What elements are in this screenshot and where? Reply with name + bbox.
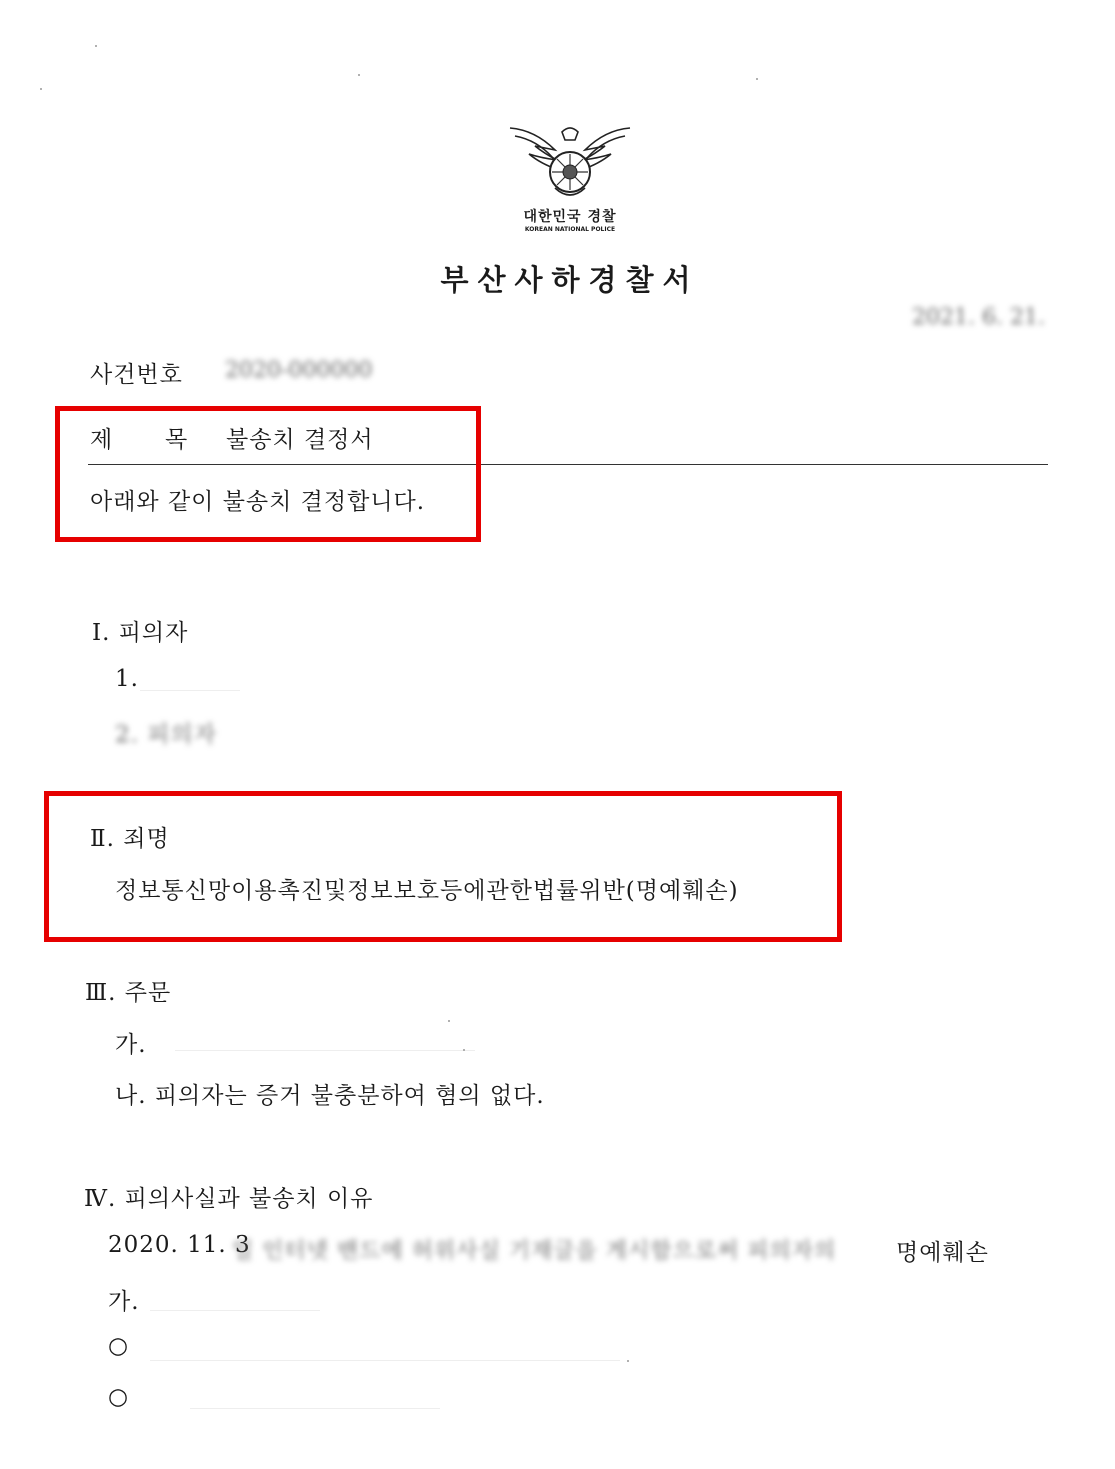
office-title: 부산사하경찰서 bbox=[440, 263, 700, 297]
crime-name: 정보통신망이용촉진및정보보호등에관한법률위반(명예훼손) bbox=[115, 878, 739, 904]
logo-english-text: KOREAN NATIONAL POLICE bbox=[524, 226, 616, 233]
redacted-line bbox=[150, 1360, 620, 1361]
subject-value: 불송치 결정서 bbox=[226, 427, 374, 453]
reason-item-ga: 가. bbox=[108, 1289, 140, 1315]
redacted-line bbox=[175, 1050, 475, 1051]
scan-speck bbox=[95, 45, 97, 47]
fact-tail: 명예훼손 bbox=[896, 1240, 989, 1266]
fact-redacted-text: 일 인터넷 밴드에 허위사실 기재글을 게시함으로써 피의자의 bbox=[232, 1239, 837, 1264]
section-2-heading: Ⅱ. 죄명 bbox=[90, 826, 170, 852]
redacted-line bbox=[150, 1310, 320, 1311]
logo-korean-text: 대한민국 경찰 bbox=[523, 209, 617, 225]
highlight-box-crime bbox=[44, 791, 842, 942]
scan-speck bbox=[448, 1020, 450, 1022]
fact-date: 2020. 11. 3 bbox=[108, 1232, 251, 1258]
highlight-box-subject bbox=[55, 406, 481, 542]
scan-speck bbox=[627, 1360, 629, 1362]
subject-label-first: 제 bbox=[90, 427, 114, 453]
section-4-heading: Ⅳ. 피의사실과 불송치 이유 bbox=[84, 1186, 374, 1212]
suspect-item-1: 1. bbox=[115, 666, 139, 692]
intro-text: 아래와 같이 불송치 결정합니다. bbox=[90, 489, 426, 515]
subject-label-second: 목 bbox=[165, 427, 189, 453]
document-date: 2021. 6. 21. bbox=[912, 305, 1045, 330]
scan-speck bbox=[358, 74, 360, 76]
suspect-item-2: 2. 피의자 bbox=[115, 722, 217, 748]
case-number-label: 사건번호 bbox=[90, 362, 183, 388]
reason-bullet-2: ○ bbox=[108, 1384, 130, 1410]
scan-speck bbox=[40, 88, 42, 90]
eagle-emblem-icon bbox=[505, 120, 635, 206]
police-emblem-logo bbox=[505, 120, 635, 238]
scan-speck bbox=[756, 78, 758, 80]
section-1-heading: Ⅰ. 피의자 bbox=[92, 620, 189, 646]
case-number-value: 2020-000000 bbox=[225, 358, 373, 383]
redacted-line bbox=[190, 1408, 440, 1409]
redacted-line bbox=[140, 690, 240, 691]
order-item-na: 나. 피의자는 증거 불충분하여 혐의 없다. bbox=[115, 1083, 545, 1109]
order-item-ga: 가. bbox=[115, 1032, 147, 1058]
section-3-heading: Ⅲ. 주문 bbox=[85, 980, 172, 1006]
scan-speck bbox=[463, 1049, 465, 1051]
reason-bullet-1: ○ bbox=[108, 1333, 130, 1359]
